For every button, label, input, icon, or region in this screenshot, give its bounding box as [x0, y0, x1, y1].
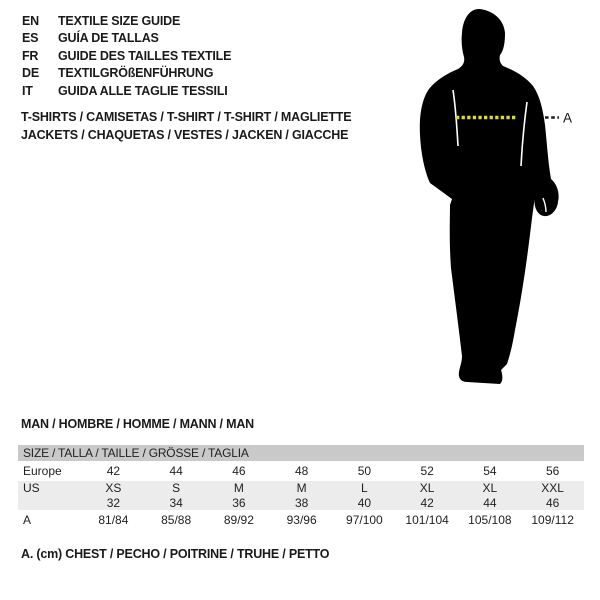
language-label: TEXTILE SIZE GUIDE — [58, 13, 181, 28]
category-jackets: JACKETS / CHAQUETAS / VESTES / JACKEN / GIACCHE — [21, 127, 349, 142]
language-label: GUIDE DES TAILLES TEXTILE — [58, 48, 232, 63]
size-cell: 42 — [420, 495, 434, 510]
size-cell: 81/84 — [98, 513, 129, 527]
language-list — [22, 12, 231, 100]
language-code: IT — [22, 83, 33, 98]
language-label: GUÍA DE TALLAS — [58, 31, 159, 46]
size-cell: 46 — [545, 495, 560, 510]
size-cell: 38 — [294, 495, 309, 510]
size-table — [18, 445, 584, 530]
language-row-fr — [22, 47, 231, 65]
size-cell: S — [172, 481, 181, 496]
size-cell: 44 — [169, 464, 183, 478]
size-cell: 44 — [483, 495, 497, 510]
table-header: SIZE / TALLA / TAILLE / GRÖSSE / TAGLIA — [18, 445, 584, 461]
size-cell: XL — [482, 481, 498, 496]
language-row-it — [22, 82, 231, 100]
size-cell: M — [296, 481, 307, 496]
size-cell: 40 — [357, 495, 372, 510]
size-cell: XL — [419, 481, 435, 496]
size-cell: 36 — [232, 495, 246, 510]
size-cell: 85/88 — [161, 513, 192, 527]
category-tshirts: T-SHIRTS / CAMISETAS / T-SHIRT / T-SHIRT / MAGLIETTE — [21, 110, 352, 124]
man-silhouette — [420, 9, 559, 384]
size-cell: XS — [105, 481, 122, 496]
table-row-europe — [18, 461, 584, 481]
size-cell: 105/108 — [468, 513, 512, 527]
man-silhouette-figure — [395, 0, 595, 400]
row-label: A — [23, 513, 32, 527]
us-size-band — [18, 481, 584, 510]
language-row-de — [22, 65, 231, 83]
size-cell: 56 — [545, 464, 560, 478]
table-row-us-numbers — [18, 496, 584, 511]
language-code: DE — [22, 66, 39, 81]
language-label: GUIDA ALLE TAGLIE TESSILI — [58, 83, 228, 98]
row-label: Europe — [23, 464, 62, 478]
measure-a-label: A — [563, 110, 573, 126]
size-cell: 109/112 — [531, 513, 574, 527]
row-label: US — [23, 481, 40, 496]
size-cell: 50 — [357, 464, 372, 478]
size-cell: XXL — [541, 481, 564, 496]
language-row-es — [22, 30, 231, 48]
measurement-footnote: A. (cm) CHEST / PECHO / POITRINE / TRUHE / PETTO — [21, 547, 330, 561]
language-code: EN — [22, 13, 39, 28]
table-row-chest-cm — [18, 510, 584, 530]
size-cell: M — [233, 481, 244, 496]
size-cell: 93/96 — [286, 513, 317, 527]
section-title-man: MAN / HOMBRE / HOMME / MANN / MAN — [21, 417, 254, 431]
size-cell: 89/92 — [223, 513, 254, 527]
size-cell: 32 — [106, 495, 121, 510]
size-cell: 97/100 — [346, 513, 383, 527]
size-cell: 52 — [420, 464, 434, 478]
language-row-en — [22, 12, 231, 30]
size-cell: L — [361, 481, 368, 496]
size-cell: 101/104 — [405, 513, 449, 527]
garment-categories — [21, 109, 351, 144]
language-code: ES — [22, 31, 39, 46]
language-code: FR — [22, 48, 39, 63]
size-cell: 42 — [106, 464, 121, 478]
language-label: TEXTILGRÖßENFÜHRUNG — [58, 66, 214, 81]
size-cell: 48 — [294, 464, 309, 478]
size-cell: 34 — [169, 495, 183, 510]
size-cell: 46 — [232, 464, 246, 478]
size-cell: 54 — [483, 464, 497, 478]
table-row-us-letters — [18, 481, 584, 496]
